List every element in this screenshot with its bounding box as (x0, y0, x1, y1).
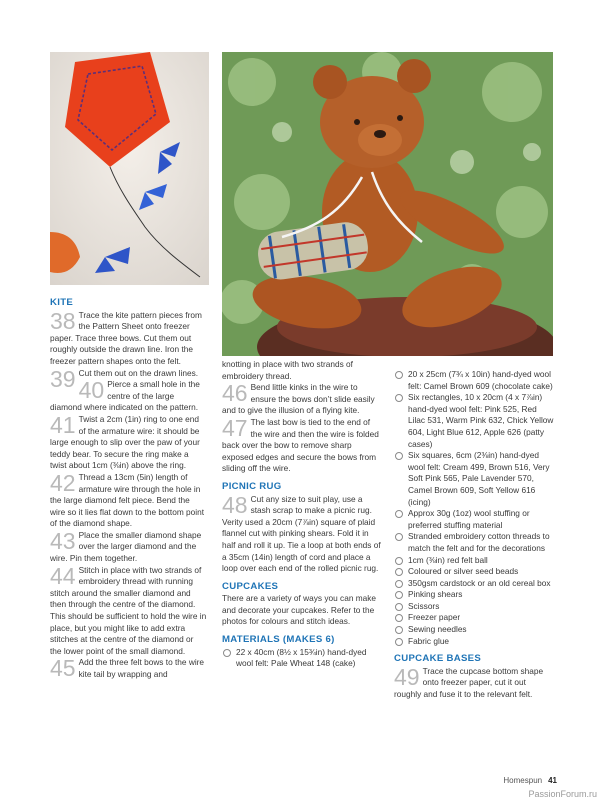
cupcake-bases-heading: CUPCAKE BASES (394, 653, 482, 665)
kite-illustration (50, 52, 209, 285)
material-item (394, 612, 554, 624)
step-text: Twist a 2cm (1in) ring to one end of the armature wire: it should be large enough to slip over the paw of your teddy bear. To secure the ring make a twist about 1cm (⅜in) above the ring. (50, 413, 200, 471)
teddy-bear-photo (222, 52, 553, 356)
step-text: Add the three felt bows to the wire kite tail by wrapping and (78, 657, 205, 679)
material-text: Freezer paper (408, 612, 461, 623)
step-text: Trace the kite pattern pieces from the Pattern Sheet onto freezer paper. Trace three bows. Cut them out roughly outside the drawn line. Iron the freezer pattern shapes onto the felt. (50, 309, 202, 366)
step-number: 40 (78, 377, 105, 404)
step-43 (50, 527, 207, 565)
step-number: 47 (222, 414, 248, 441)
page-folio (503, 776, 557, 785)
step-number: 44 (50, 562, 76, 589)
material-text: 1cm (⅜in) red felt ball (408, 554, 488, 565)
material-item (394, 578, 554, 590)
step-45-continuation: knotting in place with two strands of embroidery thread. (222, 359, 353, 381)
checkbox-icon (395, 371, 403, 379)
step-text: Pierce a small hole in the centre of the large diamond where indicated on the pattern. (50, 379, 200, 413)
material-text: Six rectangles, 10 x 20cm (4 x 7⅞in) hand-dyed wool felt: Pink 525, Red Lilac 531, Warm Pink 632, Chick Yellow 604, Light Blue 612, Apple 626 (patty cases) (408, 392, 554, 449)
middle-column (222, 359, 382, 670)
cupcakes-intro: There are a variety of ways you can make and decorate your cupcakes. Refer to the photos for colours and stitch ideas. (222, 593, 377, 627)
step-38 (50, 307, 207, 368)
checkbox-icon (395, 394, 403, 402)
step-number: 39 (50, 365, 76, 392)
kite-photo (50, 52, 209, 285)
picnic-rug-heading: PICNIC RUG (222, 480, 282, 492)
material-text: 350gsm cardstock or an old cereal box (408, 577, 551, 588)
checkbox-icon (395, 591, 403, 599)
material-item (394, 508, 554, 531)
material-item (394, 624, 554, 636)
material-item (394, 636, 554, 648)
step-text: Trace the cupcase bottom shape onto freezer paper, cut it out roughly and fuse it to the relevant felt. (394, 665, 544, 700)
material-item (394, 589, 554, 601)
material-text: Fabric glue (408, 635, 450, 646)
material-item (394, 601, 554, 613)
material-item (394, 555, 554, 567)
cupcakes-heading: CUPCAKES (222, 580, 279, 592)
material-text: Six squares, 6cm (2⅜in) hand-dyed wool felt: Cream 499, Brown 516, Very Soft Pink 565, Pale Lavender 570, Camel Brown 609, Soft Yellow 616 (icing) (408, 450, 550, 507)
step-40 (50, 379, 207, 414)
step-number: 48 (222, 491, 248, 518)
materials-heading: MATERIALS (MAKES 6) (222, 634, 335, 646)
checkbox-icon (395, 557, 403, 565)
material-text: Stranded embroidery cotton threads to match the felt and for the decorations (408, 531, 550, 553)
material-text: 22 x 40cm (8½ x 15¾in) hand-dyed wool felt: Pale Wheat 148 (cake) (236, 646, 367, 669)
step-text: Cut them out on the drawn lines. (78, 367, 199, 378)
checkbox-icon (395, 510, 403, 518)
step-number: 42 (50, 469, 76, 496)
material-item (394, 369, 554, 392)
material-item (394, 392, 554, 450)
material-text: Sewing needles (408, 624, 467, 635)
checkbox-icon (395, 452, 403, 460)
step-44 (50, 562, 207, 658)
step-49 (394, 663, 554, 701)
magazine-name: Homespun (503, 776, 543, 785)
material-item (394, 450, 554, 508)
checkbox-icon (395, 568, 403, 576)
material-item (394, 566, 554, 578)
step-45 (50, 657, 207, 680)
material-text: Scissors (408, 600, 440, 611)
step-text: Cut any size to suit play, use a stash scrap to make a picnic rug. Verity used a 20cm (7⅞in) square of plaid flannel cut with pinking shears. Fold it in half and roll it up. Tie a loop at both ends of a 35cm (14in) length of cord and place a loop over each end of the rolled picnic rug. (222, 493, 381, 574)
teddy-bear-illustration (222, 52, 553, 356)
checkbox-icon (395, 580, 403, 588)
kite-column (50, 297, 207, 681)
step-42 (50, 469, 207, 530)
step-text: Stitch in place with two strands of embroidery thread with running stitch around the smaller diamond and then through the centre of the diamond. This should be sufficient to hold the wire in place, but you might like to add extra stitches at the centre of the diamond or the lower point of the small diamond. (50, 564, 207, 656)
material-item (222, 647, 382, 670)
checkbox-icon (395, 614, 403, 622)
material-text: Pinking shears (408, 589, 463, 600)
step-number: 43 (50, 527, 76, 554)
material-text: Coloured or silver seed beads (408, 566, 519, 577)
step-number: 46 (222, 380, 248, 407)
watermark: PassionForum.ru (528, 789, 597, 799)
step-46 (222, 382, 382, 417)
material-text: 20 x 25cm (7¾ x 10in) hand-dyed wool felt: Camel Brown 609 (chocolate cake) (408, 369, 553, 391)
step-41 (50, 411, 207, 472)
checkbox-icon (395, 638, 403, 646)
step-number: 38 (50, 307, 76, 334)
material-item (394, 531, 554, 554)
step-text: Place the smaller diamond shape over the larger diamond and the wire. Pin them together. (50, 529, 202, 564)
right-column (394, 369, 554, 701)
page-number: 41 (548, 776, 557, 785)
step-number: 45 (50, 655, 76, 682)
checkbox-icon (395, 533, 403, 541)
kite-heading: KITE (50, 297, 74, 308)
step-text: Thread a 13cm (5in) length of armature wire through the hole in the large diamond felt piece. Bend the wire so it lies flat down to the bottom point of the diamond shape. (50, 471, 205, 529)
step-number: 49 (394, 663, 420, 690)
step-47 (222, 414, 382, 475)
step-text: The last bow is tied to the end of the wire and then the wire is folded back over the bow to remove sharp exposed edges and secure the bows from sliding off the wire. (222, 416, 379, 474)
step-48 (222, 491, 382, 575)
checkbox-icon (223, 649, 231, 657)
checkbox-icon (395, 626, 403, 634)
step-text: Bend little kinks in the wire to ensure the bows don’t slide easily and to give the illusion of a flying kite. (222, 382, 375, 416)
material-text: Approx 30g (1oz) wool stuffing or preferred stuffing material (408, 508, 530, 530)
step-number: 41 (50, 411, 76, 438)
checkbox-icon (395, 603, 403, 611)
